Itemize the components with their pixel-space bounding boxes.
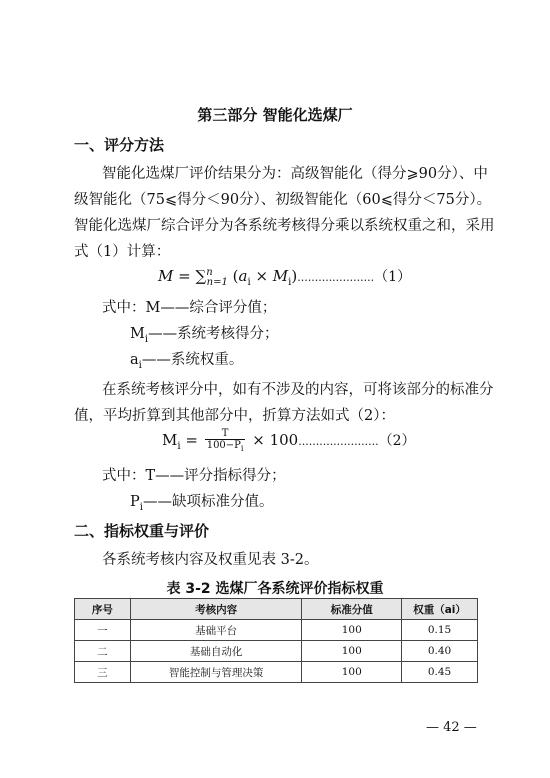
where-symbol: P [130, 494, 140, 510]
paragraph-line: 各系统考核内容及权重见表 3-2。 [102, 552, 319, 568]
section-heading-weights: 二、指标权重与评价 [74, 522, 210, 540]
where-clause [130, 348, 243, 371]
formula-leader-dots: ...................... [297, 271, 375, 284]
table-cell: 智能控制与管理决策 [130, 662, 302, 683]
formula-symbol: × [255, 267, 269, 285]
table-header-row [75, 599, 478, 620]
paragraph-line: 智能化选煤厂评价结果分为：高级智能化（得分⩾90分）、中 [102, 166, 488, 182]
table-cell: 三 [75, 662, 131, 683]
table-cell: 100 [302, 662, 402, 683]
formula-subscript: i [288, 277, 292, 288]
where-text: ——缺项标准分值。 [142, 494, 274, 510]
table-cell: 二 [75, 641, 131, 662]
where-clause [130, 490, 273, 513]
formula-number: （2） [378, 433, 416, 449]
formula-1 [158, 266, 411, 288]
header-cell: 考核内容 [130, 599, 302, 620]
where-subscript: i [138, 359, 142, 371]
formula-sum: ∑ [195, 267, 207, 285]
table-cell: 0.45 [402, 662, 478, 683]
formula-symbol: ( [232, 267, 239, 285]
paragraph-line: 式（1）计算： [74, 244, 171, 260]
table-caption: 表 3-2 选煤厂各系统评价指标权重 [166, 581, 384, 597]
fraction-denominator-subscript: i [240, 444, 244, 453]
formula-sum-lower: n=1 [206, 277, 228, 288]
formula-subscript: i [177, 441, 181, 452]
table-cell: 0.40 [402, 641, 478, 662]
section-heading-scoring-method: 一、评分方法 [74, 136, 165, 154]
formula-subscript: i [247, 277, 251, 288]
fraction-denominator [205, 440, 246, 454]
where-clause: 式中：T——评分指标得分； [102, 468, 286, 484]
formula-symbol: × 100 [252, 431, 299, 449]
formula-sum-upper: n [206, 267, 213, 278]
table-cell: 基础平台 [130, 620, 302, 641]
header-cell: 序号 [75, 599, 131, 620]
formula-fraction [205, 428, 246, 454]
paragraph-line: 级智能化（75⩽得分＜90分）、初级智能化（60⩽得分＜75分）。 [74, 192, 492, 208]
where-subscript: i [144, 333, 149, 345]
table-row [75, 641, 478, 662]
formula-symbol: M [272, 267, 289, 285]
header-cell: 权重（ai） [402, 599, 478, 620]
formula-2 [162, 428, 416, 454]
formula-symbol: M [158, 267, 174, 285]
where-text: ——系统考核得分； [148, 326, 279, 342]
header-cell: 标准分值 [302, 599, 402, 620]
where-text: ——系统权重。 [141, 352, 244, 368]
table-cell: 100 [302, 641, 402, 662]
table-cell: 100 [302, 620, 402, 641]
formula-symbol: = [178, 267, 191, 285]
paragraph-line: 在系统考核评分中，如有不涉及的内容，可将该部分的标准分 [102, 382, 494, 398]
formula-symbol: a [238, 267, 248, 285]
where-subscript: i [139, 501, 143, 513]
paragraph-line: 智能化选煤厂综合评分为各系统考核得分乘以系统权重之和，采用 [74, 218, 495, 234]
formula-number: （1） [374, 269, 412, 285]
table-cell: 一 [75, 620, 131, 641]
formula-symbol: = [185, 431, 198, 449]
paragraph-line: 值，平均折算到其他部分中，折算方法如式（2）： [74, 408, 395, 424]
formula-leader-dots: ....................... [298, 435, 379, 448]
fraction-numerator: T [205, 428, 246, 440]
where-clause [130, 322, 279, 345]
where-symbol: a [130, 352, 139, 368]
table-cell: 0.15 [402, 620, 478, 641]
where-symbol: M [130, 326, 145, 342]
where-clause: 式中：M——综合评分值； [102, 300, 277, 316]
table-cell: 基础自动化 [130, 641, 302, 662]
table-row [75, 620, 478, 641]
table-row [75, 662, 478, 683]
formula-symbol: ) [291, 267, 298, 285]
weights-table [74, 598, 478, 683]
page-title: 第三部分 智能化选煤厂 [197, 106, 353, 124]
formula-symbol: M [162, 431, 178, 449]
page-number: — 42 — [426, 720, 477, 735]
fraction-denominator-text: 100−P [206, 440, 241, 451]
